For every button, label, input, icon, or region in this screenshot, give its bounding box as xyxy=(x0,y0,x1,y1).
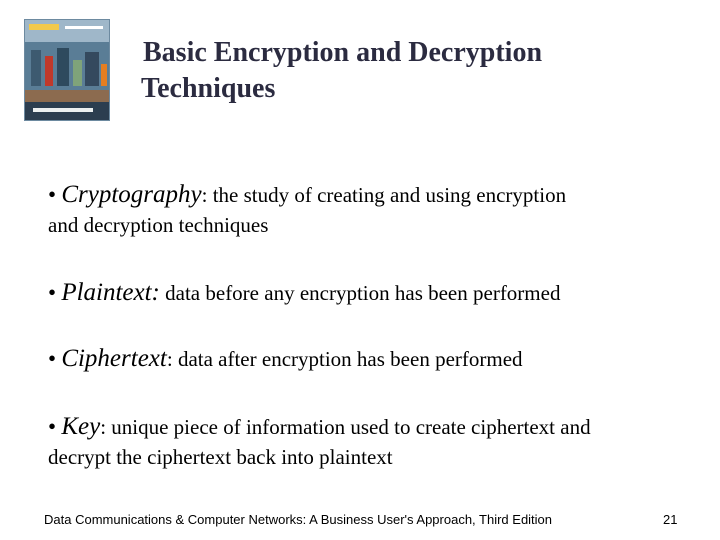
bullet-cont: and decryption techniques xyxy=(48,213,269,237)
bullet-marker: • xyxy=(48,182,57,207)
page-number: 21 xyxy=(663,512,678,527)
bullet-item-cryptography xyxy=(48,180,688,240)
bullet-desc: the study of creating and using encryption xyxy=(207,183,567,207)
bullet-sep: : xyxy=(201,183,208,207)
bullet-desc: unique piece of information used to create ciphertext and xyxy=(106,415,591,439)
bullet-desc: data after encryption has been performed xyxy=(172,347,523,371)
bullet-marker: • xyxy=(48,414,57,439)
bullet-sep: : xyxy=(166,347,173,371)
book-cover-image xyxy=(24,19,110,121)
slide-footer: Data Communications & Computer Networks: A Business User's Approach, Third Edition xyxy=(44,512,553,527)
bullet-item-ciphertext xyxy=(48,344,688,374)
bullet-cont: decrypt the ciphertext back into plaintext xyxy=(48,445,393,469)
slide-title xyxy=(143,35,663,107)
bullet-term: Plaintext: xyxy=(61,279,160,306)
bullet-desc: data before any encryption has been performed xyxy=(159,281,561,305)
bullet-term: Ciphertext xyxy=(61,345,167,372)
bullet-term: Key xyxy=(61,413,101,440)
slide-title-line2: Techniques xyxy=(141,73,276,104)
slide-title-line1: Basic Encryption and Decryption xyxy=(143,37,543,68)
bullet-marker: • xyxy=(48,346,57,371)
bullet-item-plaintext xyxy=(48,278,688,308)
bullet-sep: : xyxy=(100,415,107,439)
bullet-marker: • xyxy=(48,280,57,305)
bullet-item-key xyxy=(48,412,688,472)
bullet-term: Cryptography xyxy=(61,181,202,208)
